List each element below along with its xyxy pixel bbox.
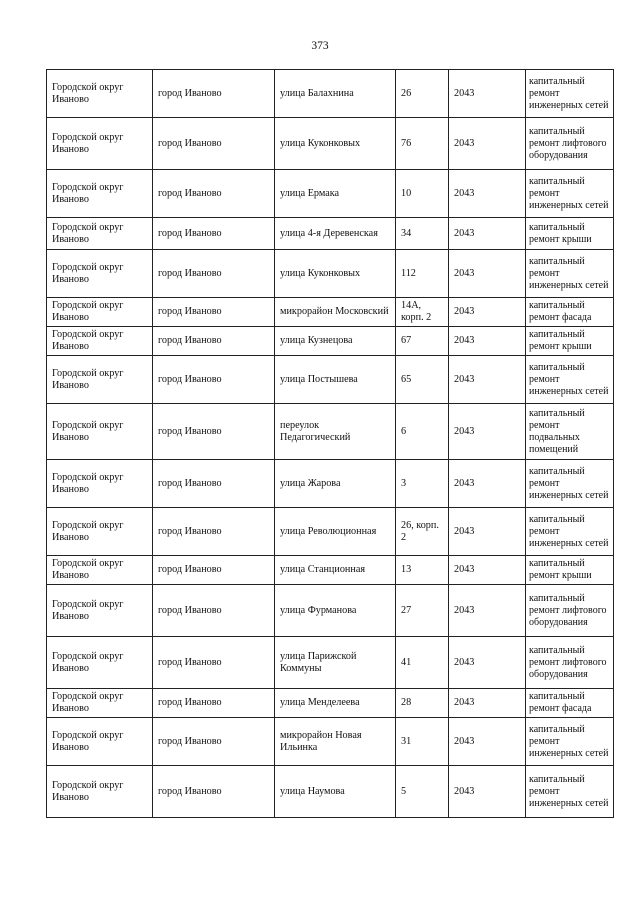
cell-year: 2043	[449, 585, 526, 637]
cell-district: Городской округ Иваново	[47, 689, 153, 718]
cell-street: переулок Педагогический	[275, 404, 396, 460]
cell-house-number: 76	[396, 118, 449, 170]
cell-house-number: 27	[396, 585, 449, 637]
cell-house-number: 31	[396, 718, 449, 766]
cell-year: 2043	[449, 118, 526, 170]
table-row	[47, 118, 614, 170]
table-row	[47, 218, 614, 250]
cell-year: 2043	[449, 250, 526, 298]
cell-district: Городской округ Иваново	[47, 218, 153, 250]
cell-city: город Иваново	[153, 327, 275, 356]
cell-district: Городской округ Иваново	[47, 170, 153, 218]
cell-street: улица Фурманова	[275, 585, 396, 637]
cell-city: город Иваново	[153, 70, 275, 118]
cell-city: город Иваново	[153, 556, 275, 585]
cell-house-number: 10	[396, 170, 449, 218]
table-row	[47, 170, 614, 218]
table-row	[47, 637, 614, 689]
cell-year: 2043	[449, 718, 526, 766]
cell-district: Городской округ Иваново	[47, 460, 153, 508]
cell-district: Городской округ Иваново	[47, 718, 153, 766]
table-row	[47, 689, 614, 718]
cell-work-type: капитальный ремонт инженерных сетей	[526, 170, 614, 218]
table-row	[47, 356, 614, 404]
cell-work-type: капитальный ремонт лифтового оборудования	[526, 585, 614, 637]
cell-district: Городской округ Иваново	[47, 404, 153, 460]
cell-district: Городской округ Иваново	[47, 298, 153, 327]
table-row	[47, 556, 614, 585]
cell-city: город Иваново	[153, 585, 275, 637]
cell-year: 2043	[449, 766, 526, 818]
cell-work-type: капитальный ремонт инженерных сетей	[526, 70, 614, 118]
cell-year: 2043	[449, 404, 526, 460]
cell-city: город Иваново	[153, 404, 275, 460]
cell-house-number: 34	[396, 218, 449, 250]
cell-street: улица Менделеева	[275, 689, 396, 718]
cell-city: город Иваново	[153, 298, 275, 327]
cell-work-type: капитальный ремонт инженерных сетей	[526, 718, 614, 766]
cell-house-number: 5	[396, 766, 449, 818]
cell-work-type: капитальный ремонт инженерных сетей	[526, 460, 614, 508]
cell-house-number: 26	[396, 70, 449, 118]
cell-work-type: капитальный ремонт инженерных сетей	[526, 250, 614, 298]
cell-work-type: капитальный ремонт фасада	[526, 298, 614, 327]
cell-work-type: капитальный ремонт инженерных сетей	[526, 766, 614, 818]
cell-work-type: капитальный ремонт крыши	[526, 218, 614, 250]
table-row	[47, 250, 614, 298]
cell-district: Городской округ Иваново	[47, 70, 153, 118]
cell-city: город Иваново	[153, 218, 275, 250]
cell-city: город Иваново	[153, 170, 275, 218]
cell-city: город Иваново	[153, 689, 275, 718]
cell-year: 2043	[449, 637, 526, 689]
cell-house-number: 14А, корп. 2	[396, 298, 449, 327]
table-row	[47, 460, 614, 508]
cell-district: Городской округ Иваново	[47, 637, 153, 689]
table-row	[47, 585, 614, 637]
cell-house-number: 112	[396, 250, 449, 298]
cell-work-type: капитальный ремонт подвальных помещений	[526, 404, 614, 460]
cell-street: улица Куконковых	[275, 118, 396, 170]
cell-year: 2043	[449, 170, 526, 218]
cell-street: улица Ермака	[275, 170, 396, 218]
cell-city: город Иваново	[153, 118, 275, 170]
table-row	[47, 718, 614, 766]
cell-city: город Иваново	[153, 508, 275, 556]
cell-street: микрорайон Новая Ильинка	[275, 718, 396, 766]
table-row	[47, 766, 614, 818]
page-number: 373	[311, 40, 329, 52]
cell-street: улица Парижской Коммуны	[275, 637, 396, 689]
cell-year: 2043	[449, 356, 526, 404]
cell-house-number: 13	[396, 556, 449, 585]
cell-street: улица Куконковых	[275, 250, 396, 298]
cell-work-type: капитальный ремонт лифтового оборудования	[526, 118, 614, 170]
cell-district: Городской округ Иваново	[47, 556, 153, 585]
table-row	[47, 70, 614, 118]
cell-district: Городской округ Иваново	[47, 327, 153, 356]
table-row	[47, 298, 614, 327]
cell-street: улица Балахнина	[275, 70, 396, 118]
cell-year: 2043	[449, 298, 526, 327]
cell-year: 2043	[449, 689, 526, 718]
table-row	[47, 508, 614, 556]
cell-house-number: 41	[396, 637, 449, 689]
cell-work-type: капитальный ремонт инженерных сетей	[526, 508, 614, 556]
cell-street: улица Кузнецова	[275, 327, 396, 356]
cell-work-type: капитальный ремонт лифтового оборудования	[526, 637, 614, 689]
cell-street: улица Постышева	[275, 356, 396, 404]
cell-district: Городской округ Иваново	[47, 250, 153, 298]
table-row	[47, 327, 614, 356]
cell-house-number: 6	[396, 404, 449, 460]
cell-house-number: 65	[396, 356, 449, 404]
cell-house-number: 26, корп. 2	[396, 508, 449, 556]
cell-city: город Иваново	[153, 718, 275, 766]
cell-street: улица Жарова	[275, 460, 396, 508]
cell-street: улица Революционная	[275, 508, 396, 556]
cell-street: микрорайон Московский	[275, 298, 396, 327]
repair-schedule-table	[46, 69, 614, 818]
cell-city: город Иваново	[153, 766, 275, 818]
cell-year: 2043	[449, 556, 526, 585]
cell-city: город Иваново	[153, 460, 275, 508]
cell-work-type: капитальный ремонт инженерных сетей	[526, 356, 614, 404]
table-row	[47, 404, 614, 460]
cell-city: город Иваново	[153, 356, 275, 404]
cell-city: город Иваново	[153, 637, 275, 689]
cell-district: Городской округ Иваново	[47, 118, 153, 170]
cell-year: 2043	[449, 508, 526, 556]
cell-district: Городской округ Иваново	[47, 766, 153, 818]
cell-district: Городской округ Иваново	[47, 585, 153, 637]
cell-work-type: капитальный ремонт фасада	[526, 689, 614, 718]
cell-year: 2043	[449, 218, 526, 250]
cell-work-type: капитальный ремонт крыши	[526, 556, 614, 585]
cell-year: 2043	[449, 327, 526, 356]
cell-house-number: 28	[396, 689, 449, 718]
cell-year: 2043	[449, 460, 526, 508]
cell-district: Городской округ Иваново	[47, 508, 153, 556]
cell-street: улица Станционная	[275, 556, 396, 585]
cell-house-number: 67	[396, 327, 449, 356]
cell-district: Городской округ Иваново	[47, 356, 153, 404]
cell-house-number: 3	[396, 460, 449, 508]
cell-year: 2043	[449, 70, 526, 118]
cell-city: город Иваново	[153, 250, 275, 298]
cell-work-type: капитальный ремонт крыши	[526, 327, 614, 356]
cell-street: улица 4-я Деревенская	[275, 218, 396, 250]
cell-street: улица Наумова	[275, 766, 396, 818]
table-body	[47, 70, 614, 818]
